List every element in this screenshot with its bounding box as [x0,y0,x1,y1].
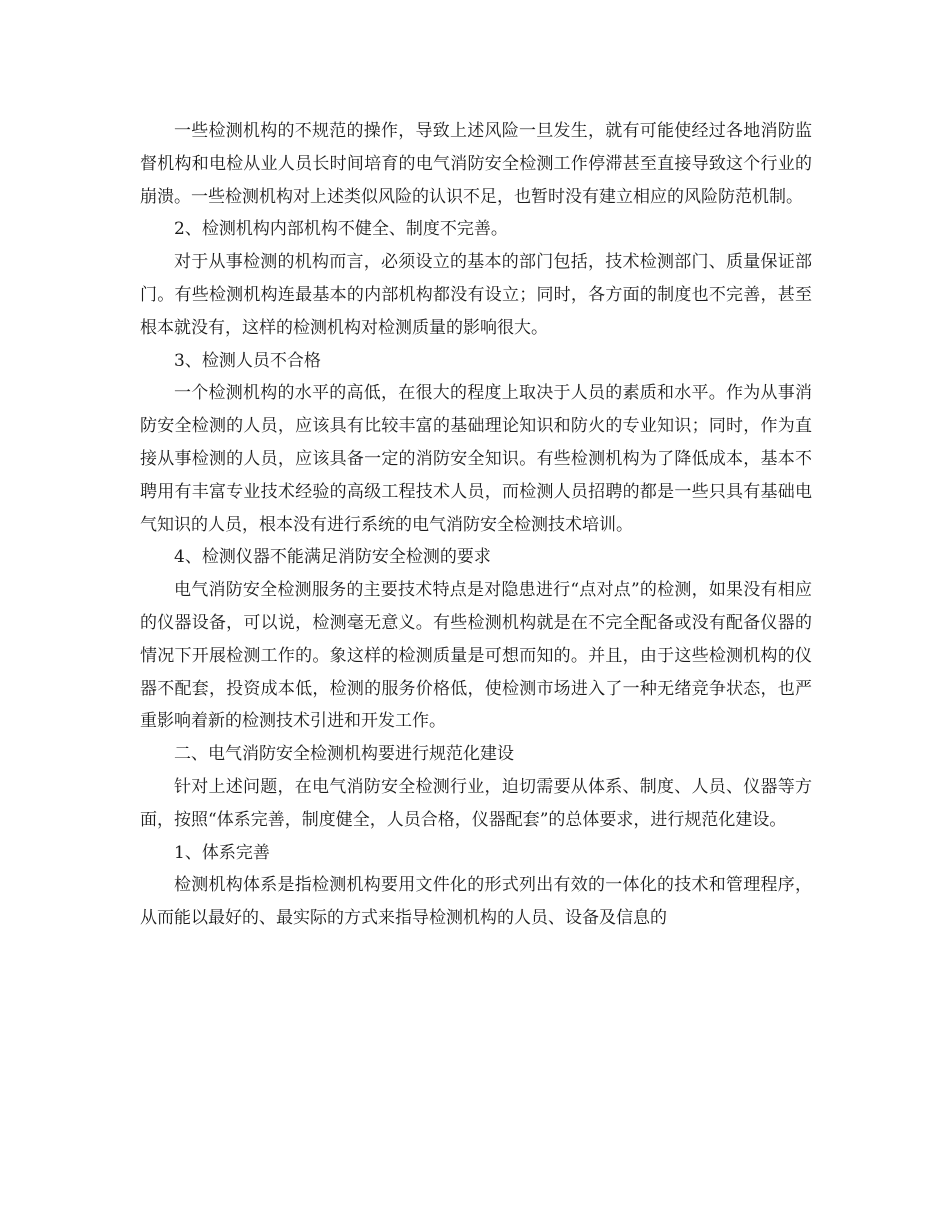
paragraph-risk-prevention: 一些检测机构的不规范的操作，导致上述风险一旦发生，就有可能使经过各地消防监督机构和电检从业人员长时间培育的电气消防安全检测工作停滞甚至直接导致这个行业的崩溃。一些检测机构对上述类似风险的认识不足，也暂时没有建立相应的风险防范机制。 [140,121,812,207]
heading-instruments: 4、检测仪器不能满足消防安全检测的要求 [174,547,491,568]
heading-system-complete: 1、体系完善 [174,842,270,863]
paragraph-internal-structure: 对于从事检测的机构而言，必须设立的基本的部门包括，技术检测部门、质量保证部门。有些检测机构连最基本的内部机构都没有设立；同时，各方面的制度也不完善，甚至根本就没有，这样的检测机构对检测质量的影响很大。 [140,252,812,338]
paragraph-system-complete: 检测机构体系是指检测机构要用文件化的形式列出有效的一体化的技术和管理程序，从而能以最好的、最实际的方式来指导检测机构的人员、设备及信息的 [140,875,812,929]
paragraph-standardization: 针对上述问题，在电气消防安全检测行业，迫切需要从体系、制度、人员、仪器等方面，按照“体系完善，制度健全，人员合格，仪器配套”的总体要求，进行规范化建设。 [140,776,812,830]
paragraph-instruments: 电气消防安全检测服务的主要技术特点是对隐患进行“点对点”的检测，如果没有相应的仪器设备，可以说，检测毫无意义。有些检测机构就是在不完全配备或没有配备仪器的情况下开展检测工作的。象这样的检测质量是可想而知的。并且，由于这些检测机构的仪器不配套，投资成本低，检测的服务价格低，使检测市场进入了一种无绪竞争状态，也严重影响着新的检测技术引进和开发工作。 [140,580,812,732]
heading-personnel: 3、检测人员不合格 [174,350,321,371]
heading-standardization: 二、电气消防安全检测机构要进行规范化建设 [174,744,514,765]
document-body [140,115,812,935]
heading-internal-structure: 2、检测机构内部机构不健全、制度不完善。 [174,219,508,240]
paragraph-personnel: 一个检测机构的水平的高低，在很大的程度上取决于人员的素质和水平。作为从事消防安全检测的人员，应该具有比较丰富的基础理论知识和防火的专业知识；同时，作为直接从事检测的人员，应该具备一定的消防安全知识。有些检测机构为了降低成本，基本不聘用有丰富专业技术经验的高级工程技术人员，而检测人员招聘的都是一些只具有基础电气知识的人员，根本没有进行系统的电气消防安全检测技术培训。 [140,383,812,535]
